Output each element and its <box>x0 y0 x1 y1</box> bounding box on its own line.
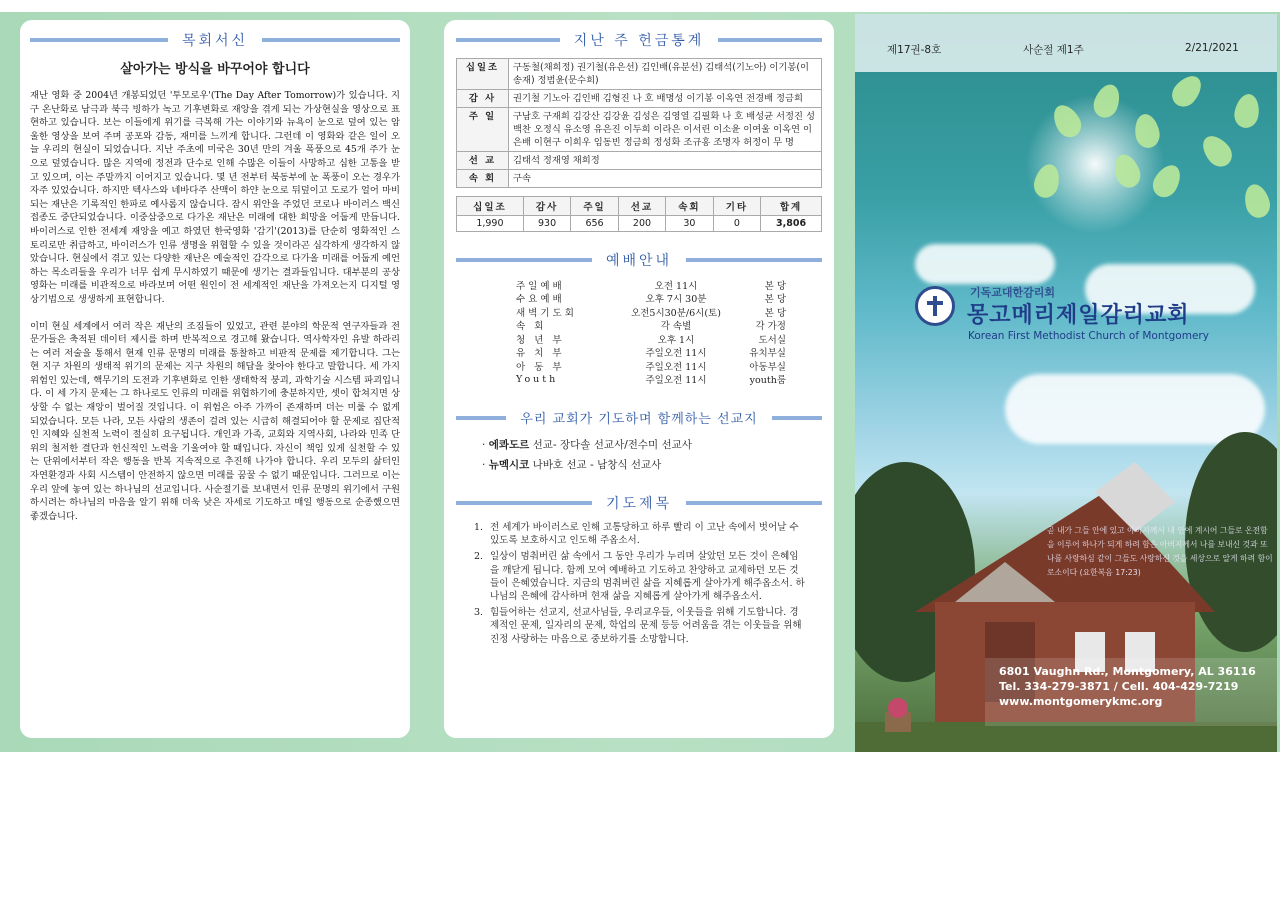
totals-value: 656 <box>571 216 618 232</box>
bulletin-date: 2/21/2021 <box>1185 42 1239 54</box>
service-time: 주일오전 11시 <box>645 375 707 387</box>
church-name: 몽고메리제일감리교회 <box>967 303 1190 328</box>
service-place: 본 당 <box>764 294 786 306</box>
header-line <box>30 38 168 42</box>
lawn <box>855 722 1277 752</box>
header-line <box>262 38 400 42</box>
missions-header <box>456 408 822 427</box>
church-address: 6801 Vaughn Rd., Montgomery, AL 36116 <box>999 665 1256 678</box>
sermon-title: 살아가는 방식을 바꾸어야 합니다 <box>120 62 310 77</box>
service-name: 새벽기도회 <box>516 307 577 319</box>
mission-detail: 나바호 선교 - 남창식 선교사 <box>532 459 662 471</box>
service-name: 청 년 부 <box>516 334 565 346</box>
cross-icon <box>927 296 943 316</box>
list-item: · 에콰도르 선교- 장다솔 선교사/전수미 선교사 <box>482 439 692 451</box>
header-line <box>718 38 822 42</box>
offering-category: 십일조 <box>457 59 509 90</box>
worship-header <box>456 250 822 270</box>
offering-names: 구속 <box>509 170 822 188</box>
table-row <box>457 108 822 152</box>
offering-names: 구동철(채희정) 권기철(유은선) 김인배(유분선) 김태석(기노아) 이기봉(이송재) 정범윤(문수희) <box>509 59 822 90</box>
mission-detail: 선교- 장다솔 선교사/전수미 선교사 <box>532 439 692 451</box>
sermon-paragraph: 이미 현실 세계에서 여러 작은 재난의 조짐들이 있었고, 관련 분야의 학문적 연구자들과 전문가들은 축적된 데이터 제시를 하며 반복적으로 경고해 왔습니다. 역사학자인 유발 하라리는 여러 저술을 통해서 현재 인류 문명의 미래를 통찰하고 비판적 문제를 제기합니다. 그는 현 지구 차원의 생태적 위기의 문제는 지구 차원의 해답을 찾아야 한다고 말합니다. 세 가지 위험인 있는데, 핵무기의 도전과 기후변화로 인한 생태학적 붕괴, 과학기술 시스템 파괴입니다. 이 세 가지 문제는 그 하나로도 인류의 미래를 위협하기에 충분하지만, 셋이 합쳐지면 상상할 수 없는 재앙이 벌어질 것입니다. 이 위험은 아주 가까이 존재하며 더는 미룰 수 없게 되었습니다. 모든 나라, 모든 사람의 생존이 걸려 있는 시급히 해결되어야 할 문제로 집단적인 지혜와 실천적 노력이 절실히 요구됩니다. 개인과 가족, 교회와 지역사회, 나라와 민족 단위의 철저한 결단과 헌신적인 노력을 기울여야 할 때입니다. 자신이 책임 있게 실천할 수 있는 단위에서부터 작은 행동을 반복 지속적으로 추진해 나가야 합니다. 우리 모두의 삶터인 자연환경과 사회 시스템이 안전하지 않으면 미래를 꿈꿀 수 없기 때문입니다. 그러므로 이는 우리 앞에 놓여 있는 하나님의 선교입니다. 사순절기를 보내면서 인류 문명의 위기에서 구원하시려는 하나님의 마음을 알기 위해 더욱 낮은 자세로 기도하고 매일 행동으로 순종했으면 좋겠습니다. <box>30 320 400 522</box>
table-row <box>457 152 822 170</box>
service-time: 오전5시30분/6시(토) <box>631 307 721 319</box>
totals-header: 주일 <box>571 197 618 216</box>
totals-header: 합계 <box>761 197 822 216</box>
schedule-row <box>516 319 822 333</box>
schedule-row <box>516 346 822 360</box>
offering-names: 권기철 기노아 김인배 김형진 나 호 배명성 이기봉 이옥연 전경배 정금희 <box>509 90 822 108</box>
totals-header: 속회 <box>666 197 713 216</box>
missions-heading: 우리 교회가 기도하며 함께하는 선교지 <box>520 412 758 427</box>
schedule-row <box>516 305 822 319</box>
list-item <box>474 606 806 646</box>
schedule-row <box>516 292 822 306</box>
schedule-row <box>516 373 822 387</box>
offering-header <box>456 30 822 50</box>
missions-list <box>482 435 822 475</box>
totals-value: 200 <box>618 216 665 232</box>
pastoral-letter-header <box>30 30 400 50</box>
offering-heading: 지난 주 헌금통계 <box>573 33 705 49</box>
mission-country: 에콰도르 <box>488 439 530 451</box>
totals-header: 기타 <box>713 197 760 216</box>
offering-category: 선 교 <box>457 152 509 170</box>
leaf <box>1241 181 1273 220</box>
service-place: 본 당 <box>764 307 786 319</box>
service-place: 아동부실 <box>749 361 786 373</box>
totals-value-row <box>457 216 822 232</box>
header-line <box>686 258 822 262</box>
church-website: www.montgomerykmc.org <box>999 695 1163 708</box>
header-line <box>456 416 506 420</box>
schedule-row <box>516 359 822 373</box>
service-place: 각 가정 <box>755 321 786 333</box>
leaf <box>1167 70 1207 111</box>
service-name: Youth <box>516 373 559 385</box>
prayer-number: 3. <box>474 607 484 619</box>
church-name-english: Korean First Methodist Church of Montgomery <box>968 330 1209 342</box>
service-place: 유치부실 <box>749 348 786 360</box>
scripture-verse: 곧 내가 그들 안에 있고 아버지께서 내 안에 계시어 그들로 온전함을 이루어 하나가 되게 하려 함은 아버지께서 나를 보내신 것과 또 나를 사랑하심 같이 그들도 사랑하신 것을 세상으로 알게 하려 함이로소이다 (요한복음 17:23) <box>1047 526 1273 577</box>
liturgical-season: 사순절 제1주 <box>1023 44 1084 56</box>
service-name: 아 동 부 <box>516 361 565 373</box>
service-time: 주일오전 11시 <box>645 348 707 360</box>
service-place: 도서실 <box>758 334 786 346</box>
church-logo <box>915 286 955 326</box>
offering-names: 구남호 구재희 김강산 김강윤 김성은 김영열 김필화 나 호 배성균 서정진 성백찬 오정식 유소영 유은진 이두희 이라은 이서린 이소윤 이여울 이옥연 이은배 이현구 이희우 임동빈 정금희 정성화 조규홍 조명자 허정이 무 명 <box>509 108 822 152</box>
totals-header: 감사 <box>523 197 570 216</box>
worship-schedule <box>516 278 822 386</box>
totals-value: 1,990 <box>457 216 524 232</box>
offering-category: 속 회 <box>457 170 509 188</box>
sermon-body <box>30 89 400 523</box>
schedule-row <box>516 332 822 346</box>
volume-number: 제17권-8호 <box>887 44 942 56</box>
service-time: 오전 11시 <box>654 280 698 292</box>
prayer-number: 1. <box>474 522 484 533</box>
list-item <box>474 550 806 603</box>
prayer-list <box>474 521 806 646</box>
totals-header: 선교 <box>618 197 665 216</box>
prayer-number: 2. <box>474 551 484 563</box>
mission-country: 뉴멕시코 <box>488 459 530 471</box>
prayer-header <box>456 493 822 513</box>
church-phone: Tel. 334-279-3871 / Cell. 404-429-7219 <box>999 680 1239 693</box>
table-row <box>457 170 822 188</box>
header-line <box>456 38 560 42</box>
totals-value: 0 <box>713 216 760 232</box>
prayer-text: 힘들어하는 선교지, 선교사님들, 우리교우들, 이웃들을 위해 기도합니다. 경제적인 문제, 일자리의 문제, 학업의 문제 등등 어려움을 겪는 이웃들을 위해 진정 사랑하는 마음으로 중보하기를 소망합니다. <box>490 607 802 645</box>
table-row <box>457 59 822 90</box>
pastoral-letter-heading: 목회서신 <box>181 33 249 49</box>
offering-names: 김태석 정재영 채희정 <box>509 152 822 170</box>
cover-header-bar <box>855 14 1277 72</box>
prayer-text: 전 세계가 바이러스로 인해 고통당하고 하루 빨리 이 고난 속에서 벗어날 수 있도록 보호하시고 인도해 주옵소서. <box>490 522 799 547</box>
totals-value: 30 <box>666 216 713 232</box>
leaf <box>1197 130 1237 171</box>
prayer-heading: 기도제목 <box>605 496 673 512</box>
service-name: 유 치 부 <box>516 348 565 360</box>
offering-category: 주 일 <box>457 108 509 152</box>
service-time: 주일오전 11시 <box>645 361 707 373</box>
leaf <box>1232 92 1262 130</box>
flowers <box>888 698 908 718</box>
totals-value: 930 <box>523 216 570 232</box>
header-line <box>772 416 822 420</box>
header-line <box>686 501 822 505</box>
service-time: 오후 1시 <box>657 334 695 346</box>
cloud <box>915 244 1055 284</box>
service-place: 본 당 <box>764 280 786 292</box>
offering-category: 감 사 <box>457 90 509 108</box>
pastoral-letter-panel <box>20 20 410 738</box>
sermon-paragraph: 재난 영화 중 2004년 개봉되었던 '투모로우'(The Day After Tomorrow)가 있습니다. 지구 온난화로 남극과 북극 빙하가 녹고 기후변화로 재앙을 겪게 되는 가상현실을 영상으로 표현하고 있습니다. 보는 이들에게 위기를 극복해 가는 이야기와 뉴욕이 눈으로 덮여 있는 암울한 영상을 보여 주며 공포와 감동, 재미를 느끼게 합니다. 그런데 이 영화와 같은 일이 오늘 우리의 현실이 되었습니다. 지난 주초에 미국은 30년 만의 겨울 폭풍으로 45개 주가 눈으로 덮였습니다. 많은 지역에 정전과 단수로 인해 수많은 이들이 사망하고 심한 고통을 받고 있으며, 이는 주말까지 이어지고 있습니다. 몇 년 전부터 북동부에 눈 폭풍이 오는 경우가 자주 있었습니다. 하지만 텍사스와 네바다주 산맥이 하얀 눈으로 뒤덮이고 도로가 얼어 마비되는 재난은 기록적인 한파로 예사롭지 않습니다. 잠시 위안을 주었던 코로나 바이러스 백신접종도 중단되었습니다. 이중삼중으로 다가온 재난은 미래에 대한 희망을 어둡게 만듭니다. 바이러스로 인한 전세계 재앙을 예고 하였던 한국영화 '감기'(2013)를 단순히 영화적인 스토리로만 취급하고, 바이러스가 인류 생명을 위협할 수 있을 것이라곤 심각하게 생각하지 않았습니다. 현실에서 겪고 있는 다양한 재난은 예술적인 감각으로 다가올 미래를 어둡게 예언하는 목소리들을 우리가 너무 쉽게 무시하였기 때문에 생기는 결과들입니다. 대부분의 공상영화는 미래를 비관적으로 바라보며 어떤 원인이 전 세계적인 재난을 가져오는지 디지털 영상기법으로 생생하게 표현합니다. <box>30 90 400 305</box>
contact-box <box>985 658 1277 726</box>
service-name: 속 회 <box>516 321 547 333</box>
offering-totals-table <box>456 196 822 232</box>
cover-panel <box>855 14 1277 752</box>
list-item <box>474 521 806 547</box>
header-line <box>456 501 592 505</box>
totals-header: 십일조 <box>457 197 524 216</box>
header-line <box>456 258 592 262</box>
info-panel <box>444 20 834 738</box>
service-time: 각 속별 <box>660 321 692 333</box>
schedule-row <box>516 278 822 292</box>
totals-header-row <box>457 197 822 216</box>
worship-heading: 예배안내 <box>605 253 673 269</box>
service-time: 오후 7시 30분 <box>645 294 707 306</box>
service-place: youth룸 <box>749 375 786 387</box>
service-name: 주일예배 <box>516 280 565 292</box>
table-row <box>457 90 822 108</box>
totals-grand-total: 3,806 <box>761 216 822 232</box>
list-item: · 뉴멕시코 나바호 선교 - 남창식 선교사 <box>482 459 662 471</box>
prayer-text: 일상이 멈춰버린 삶 속에서 그 동안 우리가 누리며 살았던 모든 것이 은혜임을 깨닫게 됩니다. 함께 모여 예배하고 기도하고 찬양하고 교제하던 모든 것들이 은혜였습니다. 지금의 멈춰버린 삶을 지혜롭게 살아가게 해주옵소서. 하나님의 은혜에 감사하며 현재 삶을 지혜롭게 살아가게 해주옵소서. <box>490 551 805 603</box>
offering-table <box>456 58 822 188</box>
service-name: 수요예배 <box>516 294 565 306</box>
denomination-name: 기독교대한감리회 <box>970 286 1056 299</box>
